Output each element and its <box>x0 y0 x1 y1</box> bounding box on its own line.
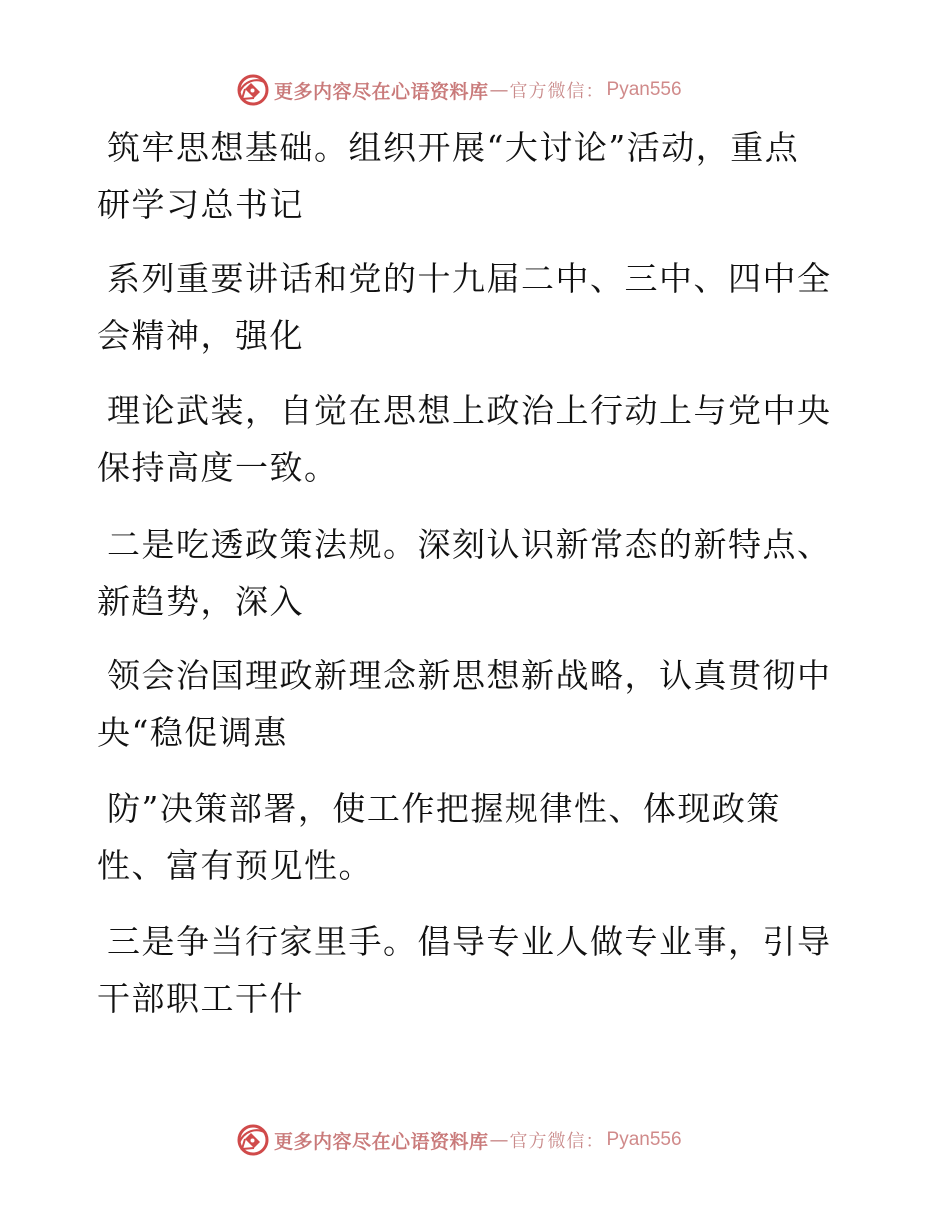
body-line-3: 系列重要讲话和党的十九届二中、三中、四中全 <box>107 259 832 298</box>
header-banner-text: 更多内容尽在心语资料库 <box>274 80 489 103</box>
footer-dash: — <box>489 1129 509 1151</box>
pen-nib-logo-icon <box>236 1123 270 1157</box>
body-line-9: 领会治国理政新理念新思想新战略，认真贯彻中 <box>107 656 832 695</box>
body-line-12: 性、富有预见性。 <box>97 846 373 885</box>
body-line-11: 防”决策部署，使工作把握规律性、体现政策 <box>107 789 781 828</box>
body-line-13: 三是争当行家里手。倡导专业人做专业事，引导 <box>107 922 832 961</box>
pen-nib-logo-icon <box>236 73 270 107</box>
body-line-1: 筑牢思想基础。组织开展“大讨论”活动，重点 <box>107 128 800 167</box>
body-line-2: 研学习总书记 <box>97 185 304 224</box>
footer-wechat-label: 官方微信： <box>509 1131 605 1152</box>
footer-account: Pyan556 <box>606 1129 682 1150</box>
body-line-5: 理论武装，自觉在思想上政治上行动上与党中央 <box>107 391 832 430</box>
body-line-8: 新趋势，深入 <box>97 582 304 621</box>
footer-banner <box>236 1122 682 1158</box>
header-account: Pyan556 <box>606 79 682 100</box>
header-wechat-label: 官方微信： <box>509 81 605 102</box>
footer-banner-text: 更多内容尽在心语资料库 <box>274 1130 489 1153</box>
body-line-14: 干部职工干什 <box>97 979 304 1018</box>
body-line-4: 会精神，强化 <box>97 316 304 355</box>
body-line-6: 保持高度一致。 <box>97 448 339 487</box>
body-line-10: 央“稳促调惠 <box>97 713 288 752</box>
body-line-7: 二是吃透政策法规。深刻认识新常态的新特点、 <box>107 525 832 564</box>
header-banner <box>236 72 682 108</box>
header-dash: — <box>489 79 509 101</box>
